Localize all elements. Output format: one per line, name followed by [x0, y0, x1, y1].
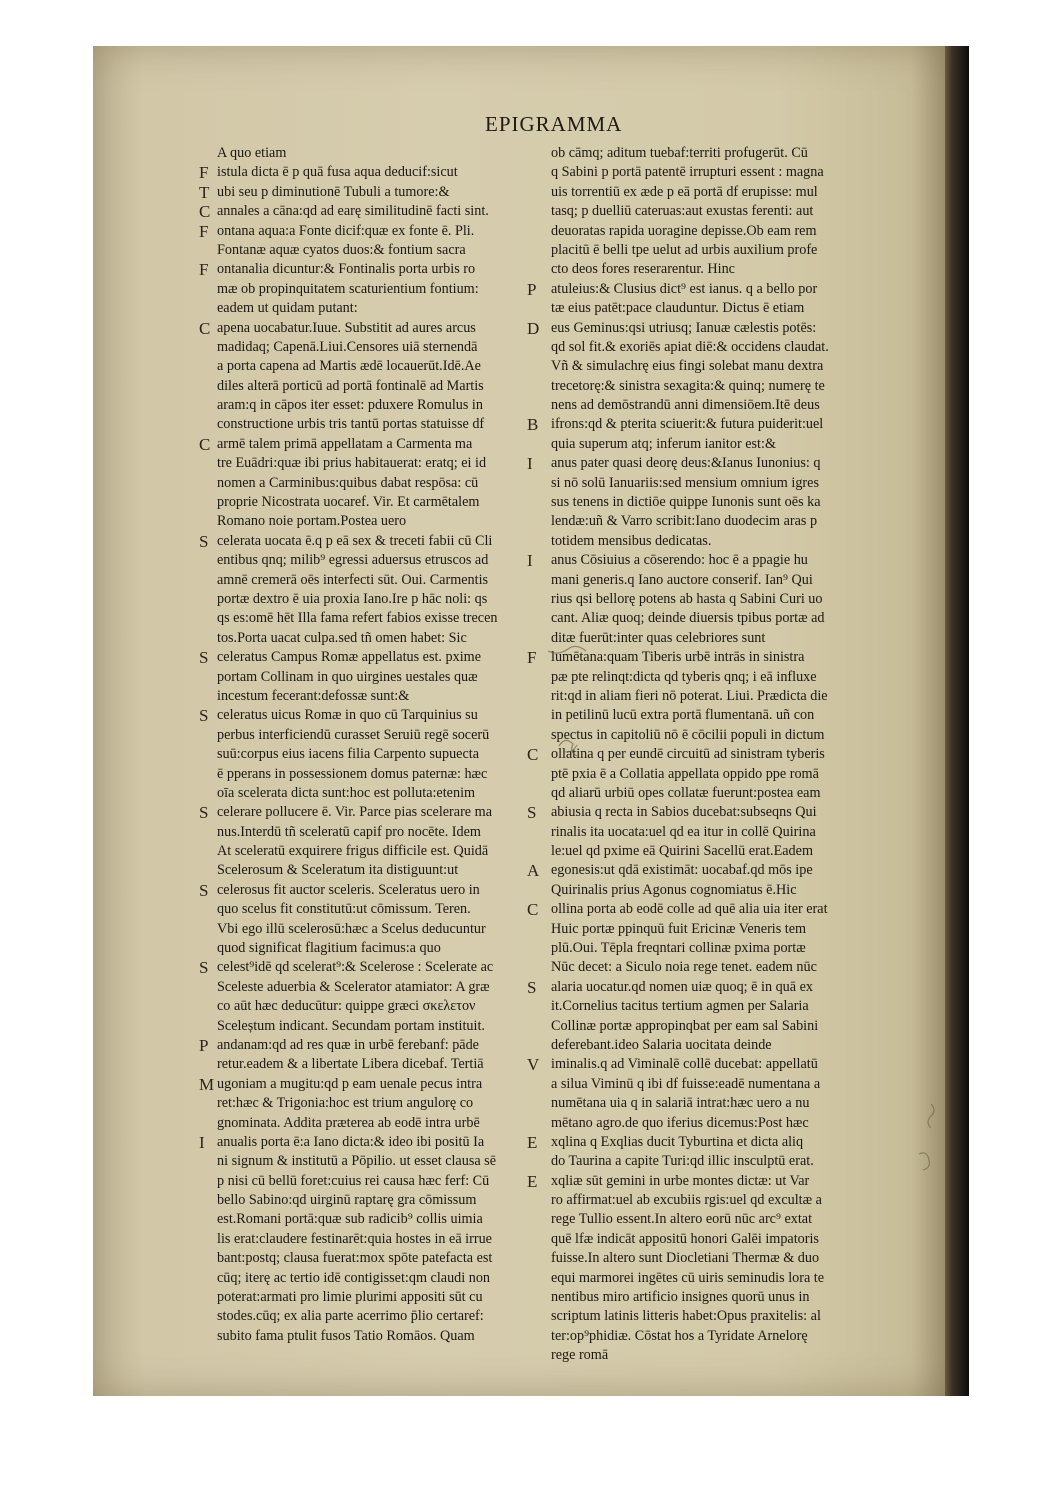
line-text: retur.eadem & a libertate Libera dicebaf. Tertiā [217, 1056, 484, 1073]
line-text: nus.Interdū tñ sceleratū capif pro nocēte. Idem [217, 823, 481, 840]
line-text: rege romā [551, 1347, 609, 1364]
line-text: totidem mensibus dedicatas. [551, 532, 712, 549]
line-text: quia superum atq; inferum ianitor est:& [551, 435, 776, 452]
marginal-initial-letter: C [199, 202, 211, 222]
line-text: annales a cāna:qd ad earę similitudinē facti sint. [217, 203, 489, 220]
line-text: pæ pte relinqt:dicta qd tyberis qnq; i eā influxe [551, 668, 817, 685]
marginal-initial-letter: F [527, 648, 537, 668]
line-text: stodes.cūq; ex alia parte acerrimo p̄lio certaref: [217, 1308, 484, 1325]
line-text: Vbi ego illū scelerosū:hæc a Scelus deducuntur [217, 920, 486, 937]
line-text: ifrons:qd & pterita sciuerit:& futura puiderit:uel [551, 416, 824, 433]
line-text: Huic portæ ppinquū fuit Ericinæ Veneris tem [551, 920, 807, 937]
line-text: mani generis.q Iano auctore conserif. Ian⁹ Qui [551, 571, 813, 588]
marginal-initial-letter: I [527, 551, 533, 571]
line-text: ob cāmq; aditum tuebaf:territi profugerūt. Cū [551, 145, 808, 161]
line-text: a porta capena ad Martis ædē locauerūt.Idē.Ae [217, 358, 481, 375]
marginal-initial-letter: D [527, 318, 540, 338]
line-text: perbus interficiendū curasset Seruiū regē socerū [217, 726, 490, 743]
marginal-initial-letter: B [527, 415, 539, 435]
line-text: anus pater quasi deorę deus:&Ianus Iunonius: q [551, 455, 821, 472]
line-text: proprie Nicostrata uocaref. Vir. Et carmētalem [217, 494, 480, 511]
line-text: istula dicta ē p quā fusa aqua deducif:sicut [217, 164, 458, 181]
line-text: tre Euādri:quæ ibi prius habitauerat: eratq; ei id [217, 455, 487, 472]
line-text: ollatina q per eundē circuitū ad sinistram tyberis [551, 746, 825, 763]
line-text: ditæ fuerūt:inter quas celebriores sunt [551, 629, 766, 646]
line-text: ugoniam a mugitu:qd p eam uenale pecus intra [217, 1075, 483, 1092]
marginal-initial-letter: M [199, 1074, 215, 1094]
line-text: equi marmorei ingētes cū uiris seminudis lora te [551, 1269, 825, 1286]
line-text: A quo etiam [217, 145, 287, 161]
line-text: cto deos fores reserarentur. Hinc [551, 261, 735, 278]
line-text: sus tenens in dictiōe quippe Iunonis sunt oēs ka [551, 494, 821, 511]
line-text: le:uel qd pxime eā Quirini Sacellū erat.Eadem [551, 843, 813, 860]
marginal-initial-letter: S [199, 803, 209, 823]
marginal-initial-letter: I [527, 454, 533, 474]
line-text: deuoratas rapida uoragine depisse.Ob eam rem [551, 222, 817, 239]
line-text: Sceleste aduerbia & Scelerator atamiator: A græ [217, 978, 490, 995]
line-text: ni signum & institutū a Pōpilio. ut esset clausa sē [217, 1153, 497, 1170]
line-text: mētano agro.de quo iferius dicemus:Post hæc [551, 1114, 809, 1131]
line-text: fuisse.In altero sunt Diocletiani Thermæ & duo [551, 1250, 820, 1267]
marginal-initial-letter: S [199, 706, 209, 726]
line-text: eadem ut quidam putant: [217, 300, 358, 317]
line-text: cūq; iterę ac tertio idē contigisset:qm claudi non [217, 1269, 491, 1286]
line-text: quē lfæ indicāt appositū honori Galēi impatoris [551, 1230, 819, 1247]
line-text: a silua Viminū q ibi df fuisse:eadē numentana a [551, 1075, 821, 1092]
scanned-page-image [93, 46, 969, 1396]
marginal-initial-letter: C [199, 434, 211, 454]
line-text: andanam:qd ad res quæ in urbē ferebanf: pāde [217, 1036, 479, 1053]
line-text: qd aliarū urbiū opes collatæ fuerunt:postea eam [551, 784, 821, 801]
line-text: tasq; p duelliū cateruas:aut exustas ferenti: aut [551, 203, 814, 220]
line-text: xqlina q Exqlias ducit Tyburtina et dicta aliq [551, 1133, 804, 1150]
marginal-initial-letter: A [527, 861, 540, 881]
line-text: constructione urbis tris tantū portas statuisse df [217, 416, 485, 433]
marginal-initial-letter: E [527, 1132, 538, 1152]
line-text: entibus qnq; milib⁹ egressi aduersus etruscos ad [217, 552, 489, 569]
marginal-initial-letter: P [527, 279, 537, 299]
marginal-initial-letter: S [199, 648, 209, 668]
line-text: egonesis:ut qdā existimāt: uocabaf.qd mōs ipe [551, 862, 813, 879]
line-text: incestum fecerant:defossæ sunt:& [217, 687, 410, 704]
line-text: nentibus miro artificio insignes quorū unus in [551, 1289, 810, 1306]
marginal-initial-letter: C [527, 900, 539, 920]
marginal-initial-letter: S [527, 977, 537, 997]
line-text: rege Tullio essent.In altero eorū nūc arc⁹ extat [551, 1211, 813, 1228]
line-text: qd sol fit.& exoriēs apiat diē:& occidens claudat. [551, 338, 829, 355]
line-text: rius qsi bellorę potens ab hasta q Sabini Curi uo [551, 590, 823, 607]
book-page [93, 46, 945, 1396]
line-text: anus Cōsiuius a cōserendo: hoc ē a ppagie hu [551, 552, 808, 569]
line-text: lumētana:quam Tiberis urbē intrās in sinistra [551, 649, 805, 666]
marginal-initial-letter: C [199, 318, 211, 338]
marginal-annotation-marks [93, 46, 945, 1396]
line-text: Collinæ portæ appropinqbat per eam sal Sabini [551, 1017, 819, 1034]
line-text: madidaq; Capenā.Liui.Censores uiā sternendā [217, 338, 478, 355]
line-text: spectus in capitoliū nō ē cōcilii populi in dictum [551, 726, 825, 743]
line-text: qs es:omē hēt Illa fama refert fabios exisse trecen [217, 610, 498, 627]
marginal-initial-letter: S [527, 803, 537, 823]
marginal-initial-letter: S [199, 531, 209, 551]
marginal-initial-letter: C [527, 745, 539, 765]
line-text: Romano noie portam.Postea uero [217, 513, 407, 530]
line-text: scriptum latinis litteris habet:Opus praxitelis: al [551, 1308, 821, 1325]
line-text: Vñ & simulachrę eius fingi solebat manu dextra [551, 358, 824, 375]
line-text: poterat:armati pro limie plurimi appositi sūt cu [217, 1289, 483, 1306]
line-text: est.Romani portā:quæ sub radicib⁹ collis uimia [217, 1211, 483, 1228]
book-gutter-edge [945, 46, 969, 1396]
line-text: abiusia q recta in Sabios ducebat:subseqns Qui [551, 804, 817, 821]
line-text: oīa scelerata dicta sunt:hoc est polluta:etenim [217, 784, 476, 801]
line-text: ret:hæc & Trigonia:hoc est trium angulorę co [217, 1095, 474, 1112]
marginal-initial-letter: T [199, 182, 210, 202]
line-text: ro affirmat:uel ab excubiis rgis:uel qd excultæ a [551, 1192, 822, 1209]
line-text: plū.Oui. Tēpla freqntari collinæ pxima portæ [551, 940, 806, 957]
line-text: ē pperans in possessionem domus paternæ: hæc [217, 765, 488, 782]
line-text: tos.Porta uacat culpa.sed tñ omen habet: Sic [217, 629, 467, 646]
marginal-initial-letter: F [199, 163, 209, 183]
line-text: Quirinalis prius Agonus cognomiatus ē.Hic [551, 881, 797, 898]
line-text: ontana aqua:a Fonte dicif:quæ ex fonte ē. Pli. [217, 222, 475, 239]
marginal-initial-letter: S [199, 880, 209, 900]
line-text: quod significat flagitium facimus:a quo [217, 940, 441, 957]
line-text: gnominata. Addita præterea ab eodē intra urbē [217, 1114, 480, 1131]
line-text: suū:corpus eius iacens filia Carpento supuecta [217, 746, 479, 763]
marginal-initial-letter: E [527, 1171, 538, 1191]
line-text: ter:op⁹phidiæ. Cōstat hos a Tyridate Arnelorę [551, 1327, 808, 1344]
marginal-initial-letter: P [199, 1035, 209, 1055]
marginal-initial-letter: V [527, 1055, 540, 1075]
line-text: si nō solū Ianuariis:sed mensium omnium igres [551, 474, 819, 491]
line-text: bant:postq; clausa fuerat:mox spōte patefacta est [217, 1250, 493, 1267]
line-text: anualis porta ē:a Iano dicta:& ideo ibi positū Ia [217, 1133, 485, 1150]
line-text: celerosus fit auctor sceleris. Sceleratus uero in [217, 881, 480, 898]
line-text: xqliæ sūt gemini in urbe montes dictæ: ut Var [551, 1172, 810, 1189]
line-text: placitū ē belli tpe uelut ad urbis auxilium profe [551, 241, 818, 258]
line-text: celeratus Campus Romæ appellatus est. pxime [217, 649, 481, 666]
line-text: subito fama ptulit fusos Tatio Romāos. Quam [217, 1327, 475, 1344]
line-text: Scelerosum & Sceleratum ita distiguunt:ut [217, 862, 459, 879]
line-text: celeratus uicus Romæ in quo cū Tarquinius su [217, 707, 478, 724]
line-text: nens ad demōstrandū anni dimensiōem.Itē deus [551, 397, 820, 414]
line-text: celest⁹idē qd scelerat⁹:& Scelerose : Scelerate ac [217, 959, 494, 976]
line-text: iminalis.q ad Viminalē collē ducebat: appellatū [551, 1056, 818, 1073]
line-text: uis torrentiū ex æde p eā portā df erupisse: mul [551, 183, 818, 200]
line-text: At sceleratū exquirere frigus difficile est. Quidā [217, 843, 489, 860]
line-text: eus Geminus:qsi utriusq; Ianuæ cælestis potēs: [551, 319, 817, 336]
line-text: Fontanæ aquæ cyatos duos:& fontium sacra [217, 241, 466, 258]
line-text: aram:q in cāpos iter esset: pduxere Romulus in [217, 397, 483, 414]
line-text: rit:qd in aliam fieri nō poterat. Liui. Prædicta die [551, 687, 828, 704]
line-text: Nūc decet: a Siculo noia rege tenet. eadem nūc [551, 959, 817, 976]
line-text: trecetorę:& sinistra sexagita:& quinq; numerę te [551, 377, 825, 394]
line-text: portæ dextro ē uia proxia Iano.Ire p hāc noli: qs [217, 590, 488, 607]
line-text: lis erat:claudere festinarēt:quia hostes in eā irrue [217, 1230, 492, 1247]
line-text: diles alterā porticū ad portā fontinalē ad Martis [217, 377, 484, 394]
line-text: ontanalia dicuntur:& Fontinalis porta urbis ro [217, 261, 476, 278]
line-text: nomen a Carminibus:quibus dabat respōsa: cū [217, 474, 479, 491]
line-text: mæ ob propinquitatem scaturientium fontium: [217, 280, 479, 297]
line-text: rinalis ita uocata:uel qd ea itur in collē Quirina [551, 823, 816, 840]
marginal-initial-letter: I [199, 1132, 205, 1152]
line-text: celerare pollucere ē. Vir. Parce pias scelerare ma [217, 804, 492, 821]
line-text: deferebant.ideo Salaria uocitata deinde [551, 1036, 772, 1053]
line-text: ollina porta ab eodē colle ad quē alia uia iter erat [551, 901, 828, 918]
line-text: alaria uocatur.qd nomen uiæ quoq; ē in quā ex [551, 978, 814, 995]
line-text: numētana uia q in salariā intrat:hæc uero a nu [551, 1095, 810, 1112]
line-text: Sceleștum indicant. Secundam portam instituit. [217, 1017, 485, 1034]
line-text: it.Cornelius tacitus tertium agmen per Salaria [551, 998, 809, 1015]
line-text: do Taurina a capite Turi:qd illic insculptū erat. [551, 1153, 814, 1170]
line-text: lendæ:uñ & Varro scribit:Iano duodecim aras p [551, 513, 818, 530]
line-text: q Sabini p portā patentē irrupturi essent : magna [551, 164, 824, 181]
marginal-initial-letter: F [199, 260, 209, 280]
line-text: tæ eius patēt:pace clauduntur. Dictus ē etiam [551, 300, 805, 317]
line-text: apena uocabatur.Iuue. Substitit ad aures arcus [217, 319, 476, 336]
line-text: portam Collinam in quo uirgines uestales quæ [217, 668, 478, 685]
line-text: bello Sabino:qd uirginū raptarę gra cōmissum [217, 1192, 477, 1209]
line-text: celerata uocata ē.q p eā sex & treceti fabii cū Cli [217, 532, 493, 549]
line-text: armē talem primā appellatam a Carmenta ma [217, 435, 473, 452]
line-text: ubi seu p diminutionē Tubuli a tumore:& [217, 183, 450, 200]
marginal-initial-letter: F [199, 221, 209, 241]
line-text: quo scelus fit constitutū:ut cōmissum. Teren. [217, 901, 471, 918]
line-text: co aūt hæc deducūtur: quippe græci σκελετον [217, 998, 476, 1015]
running-header: EPIGRAMMA [485, 112, 623, 136]
line-text: cant. Aliæ quoq; deinde diuersis tpibus portæ ad [551, 610, 825, 627]
line-text: p nisi cū bellū foret:cuius rei causa hæc ferf: Cū [217, 1172, 490, 1189]
marginal-initial-letter: S [199, 958, 209, 978]
line-text: in petilinū lucū extra portā flumentanā. uñ con [551, 707, 815, 724]
line-text: amnē cremerā oēs interfecti sūt. Oui. Carmentis [217, 571, 489, 588]
line-text: atuleius:& Clusius dict⁹ est ianus. q a bello por [551, 280, 818, 297]
line-text: ptē pxia ē a Collatia appellata oppido ppe romā [551, 765, 819, 782]
